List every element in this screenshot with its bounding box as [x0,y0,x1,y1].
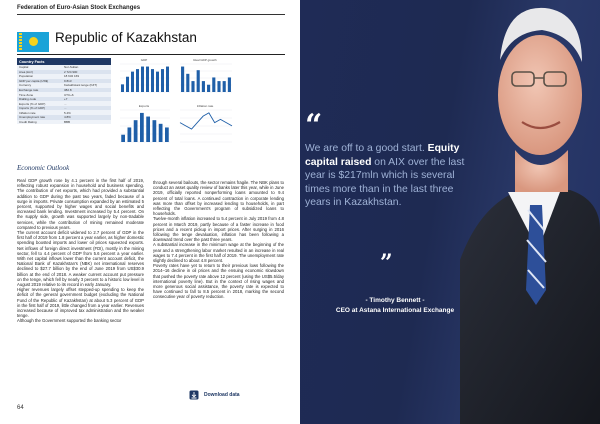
country-facts-table [17,58,111,146]
download-icon [189,390,199,400]
facts-key: Currency [19,83,32,88]
paragraph: A substantial increase in the minimum wage at the beginning of the year and a strengthening labor market resulted in an increase in real wages to 7.4 percent in the first half of 2019. The unemployment rate slightly declined to about 4.8 percent. [153,242,284,264]
facts-key: Capital [19,65,29,70]
header-divider [17,14,285,15]
paragraph: Higher revenues largely offset stepped-up spending to keep the deficit of the general government budget (excluding the National Fund of the Republic of Kazakhstan) at about 5.3 percent of GDP in the first half of 2019, little changed from a year earlier. Revenues increased because of improved tax administration and the weaker tenge. [17,287,144,319]
inflation-chart [176,104,234,146]
running-header: Federation of Euro-Asian Stock Exchanges [17,5,141,11]
chart-title: Inflation rate [196,104,214,108]
chart-bar [134,120,138,142]
facts-key: Credit Rating [19,119,37,124]
facts-value: 18 632 169 [64,74,80,79]
paragraph: Real GDP growth rose by 4.1 percent in the first half of 2019, reflecting robust expansion in household and business spending. The contribution of net exports, which had provided a substantial addition to GDP during the past two years, faded because of a surge in imports. Private consumption expanded by an estimated 5 percent, supported by higher wages and social benefits and increased bank lending. Investment increased by 5.4 percent. On the supply side, growth was supported largely by non-tradable services, while the contribution of mining remained moderate compared to previous years. [17,178,144,230]
paragraph: Twelve-month inflation increased to 5.4 percent in July 2019 from 4.8 percent in March 2019, partly because of a faster increase in food prices and a recent pickup in import prices. After surging in 2016 following the tenge devaluation, inflation has been following a downward trend over the past three years. [153,216,284,243]
quote-panel [300,0,600,424]
quote-line-1: We are off to a good start. [305,143,425,154]
chart-bar [186,74,189,92]
chart-bar [228,77,231,92]
chart-bar [121,135,125,142]
chart-bar [181,67,184,92]
chart-bar [128,127,132,142]
quote-line-2: on AIX over the last year is $217mln which is several times more than in the last three years in Kazakhstan. [305,156,465,208]
chart-bar [126,77,129,92]
chart-bar [159,124,163,142]
facts-key: Dialling code [19,97,37,102]
facts-key: Imports (% of GDP) [19,106,46,111]
paragraph: The current account deficit widened to 2.7 percent of GDP in the first half of 2019 from 1.8 percent a year earlier, as higher domestic spending boosted imports and lower oil prices squeezed exports. Net inflows of foreign direct investment (FDI), mostly in the mining sector, fell to 4.4 percent of GDP from 5.6 percent a year earlier. With net capital inflows lower than the current account deficit, the National Bank of Kazakhstan's (NBK) net international reserves declined to $27.7 billion by the end of June 2019 from US$30.9 billion at the end of 2018. A weaker current account put pressure on the tenge, which fell by nearly 3 percent to a historic low level in August 2019 relative to its record in early January. [17,230,144,288]
download-label[interactable]: Download data [204,392,240,398]
chart-bar [166,67,169,92]
download-data-link[interactable] [189,390,240,400]
chart-plot [176,104,234,146]
chart-plot [176,58,234,96]
open-quote-mark: “ [305,108,323,143]
flag-ornament [19,33,22,51]
text-column-1 [17,178,144,324]
paragraph: Although the Government supported the banking sector [17,318,122,324]
chart-bar [191,81,194,92]
chart-bar [121,84,124,92]
facts-value: 9 813 [64,78,72,83]
close-quote-mark: ” [380,250,393,276]
facts-value: ... [64,106,67,111]
facts-value: UTC+6 [64,92,74,97]
chart-bar [212,77,215,92]
title-divider [17,54,285,55]
gdp-chart [116,58,172,96]
facts-key: Exports (% of GDP) [19,101,46,106]
chart-bar [151,69,154,92]
facts-value: +7 [64,97,68,102]
chart-bar [146,67,149,92]
facts-key: Population [19,74,34,79]
facts-key: Exchange rate [19,88,39,92]
facts-value: 2 724 900 [64,69,78,74]
facts-key: GDP per capita (US$) [19,78,49,83]
facts-value: ... [64,101,67,106]
facts-key: Area (km²) [19,69,34,74]
chart-bar [146,117,150,142]
text-column-2 [153,180,284,300]
facts-value: Kazakhstani tenge (KZT) [64,83,98,88]
speaker-role: CEO at Astana International Exchange [335,307,455,314]
chart-line [180,113,232,129]
quote-highlight: Equity capital raised [305,143,460,168]
chart-title: Exports [138,104,150,108]
chart-bar [140,113,144,142]
chart-bar [207,85,210,92]
chart-bar [197,70,200,92]
facts-value: BBB [64,119,71,124]
facts-value: 4.8% [64,115,71,120]
chart-bar [202,81,205,92]
flag-sun [29,37,38,46]
chart-bar [161,69,164,92]
facts-value: Nur-Sultan [64,65,79,70]
quote-attribution [335,296,455,316]
facts-key: Time Zone [19,92,34,97]
chart-title: Real GDP growth [193,58,217,62]
speaker-name: - Timothy Bennett - [365,297,425,304]
facts-row [17,120,111,125]
chart-bar [223,81,226,92]
chart-title: GDP [140,58,148,62]
gdp-growth-chart [176,58,234,96]
exports-chart [116,104,172,146]
paragraph: Poverty rates have yet to return to their previous lows following the 2014–16 decline in oil prices and the ensuing economic slowdown that pushed the poverty rate above 12 percent (using the US$5.5/day international poverty line). But in the context of rising wages and more generous social assistance, the poverty rate is expected to have continued to fall to 8.5 percent in 2018, marking the second consecutive year of poverty reduction. [153,263,284,300]
facts-value: 5.4% [64,110,71,115]
portrait-image [460,0,600,424]
facts-value: 382.8 [64,88,72,92]
chart-plot [116,58,172,96]
chart-bar [165,127,169,142]
chart-bar [131,72,134,92]
chart-bar [153,120,157,142]
kazakhstan-flag-icon [17,32,49,52]
facts-heading: Country Facts [17,58,111,65]
chart-bar [156,72,159,92]
facts-key: Unemployment rate [19,115,46,120]
country-title: Republic of Kazakhstan [55,30,197,45]
section-title: Economic Outlook [17,164,70,172]
chart-bar [217,81,220,92]
chart-plot [116,104,172,146]
chart-bar [141,67,144,92]
page-number: 64 [17,405,24,411]
quote-text [305,142,470,210]
facts-key: Inflation rate [19,110,36,115]
chart-bar [136,69,139,92]
paragraph: through several bailouts, the sector remains fragile. The NBK plans to conduct an asset quality review of banks later this year, while in June 2019, officially reported nonperforming loans amounted to 9.4 percent of total loans. A continued contraction in corporate lending was more than offset by increased lending to households, in part reflecting the Government's program of subsidized loans to households. [153,180,284,217]
